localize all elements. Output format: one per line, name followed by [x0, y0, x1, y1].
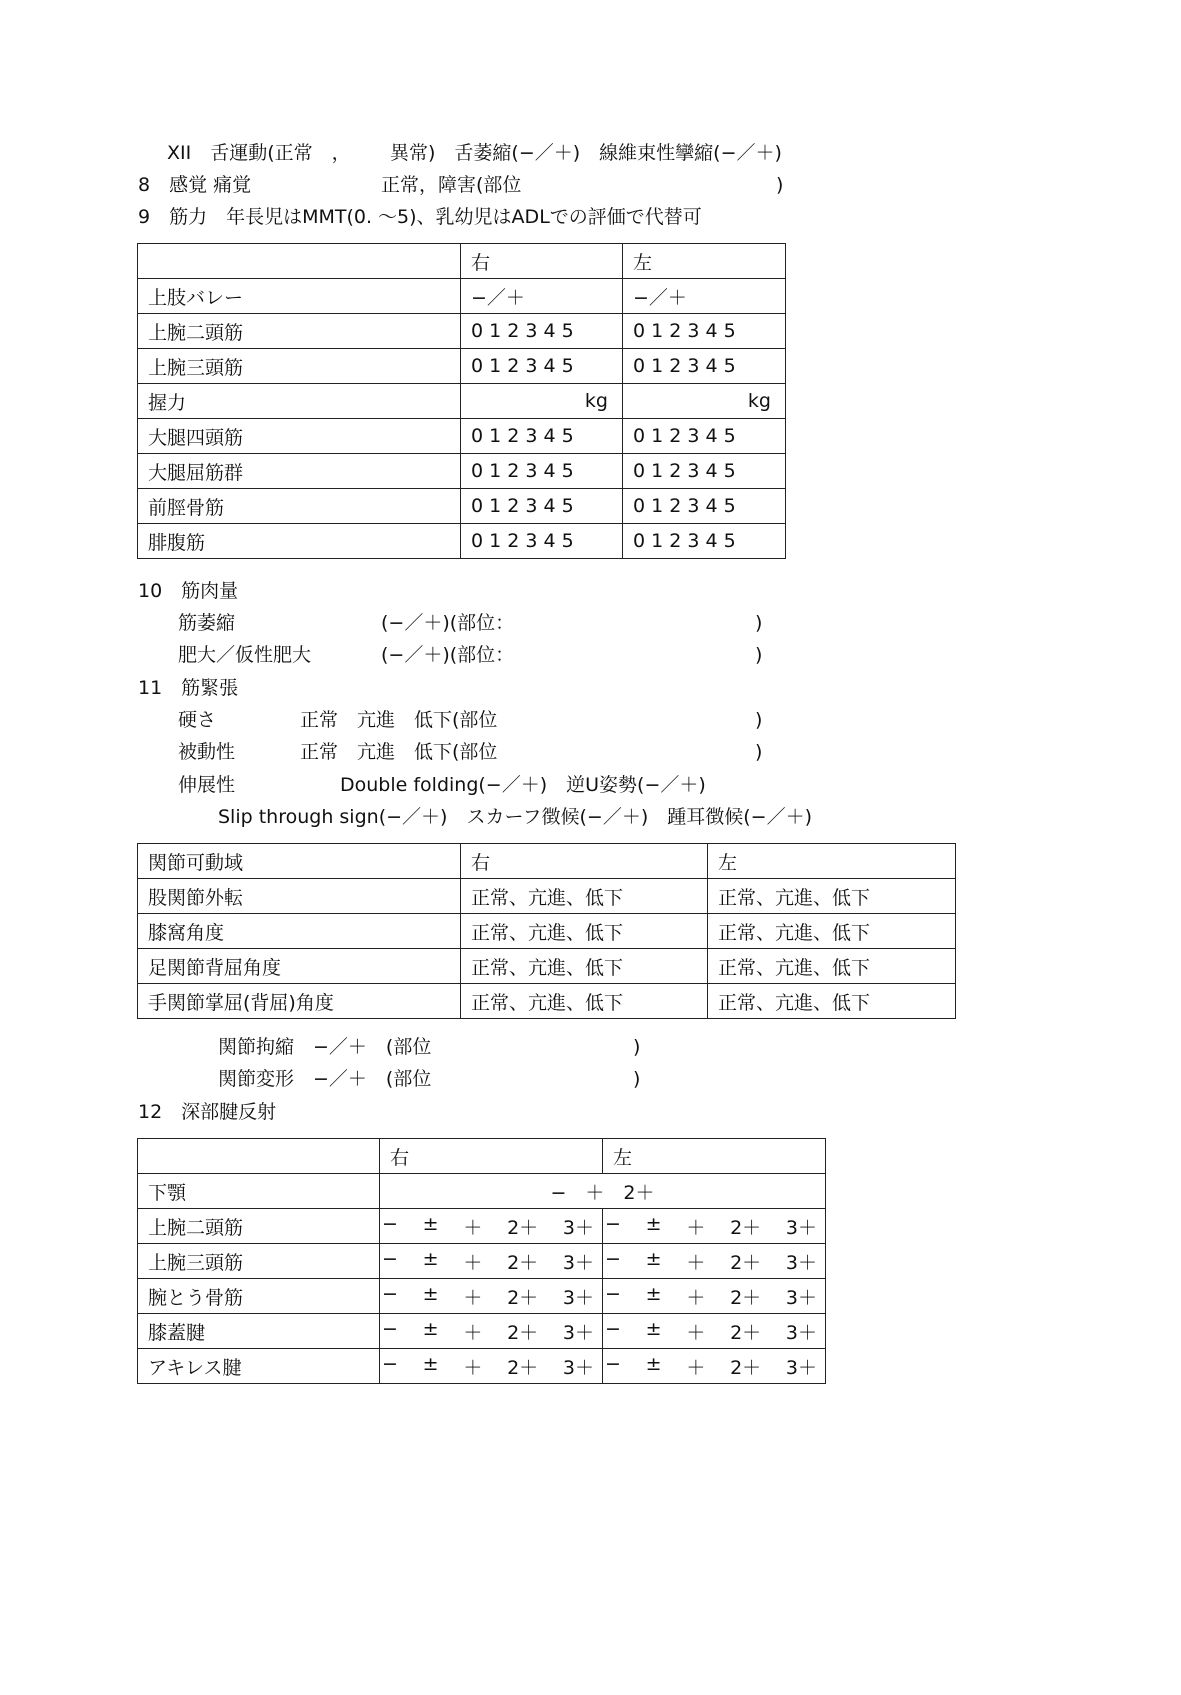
reflex-grades-cell	[380, 1314, 603, 1349]
line-strength-text: 9 筋力 年長児はMMT(0. 〜5)、乳幼児はADLでの評価で代替可	[138, 206, 702, 228]
reflex-grades	[603, 1318, 825, 1345]
reflex-grades-cell	[380, 1349, 603, 1384]
table-row	[138, 454, 786, 489]
deep-tendon-reflex-table	[137, 1138, 826, 1384]
reflex-grade: ＋	[463, 1216, 483, 1239]
reflex-grade: ＋	[463, 1251, 483, 1274]
line-muscle-mass-text: 10 筋肉量	[138, 580, 239, 602]
reflex-grade: ±	[422, 1212, 439, 1235]
reflex-grade: ±	[422, 1317, 439, 1340]
grade-cell: 0 1 2 3 4 5	[461, 349, 623, 384]
muscle-name: 腓腹筋	[138, 524, 461, 559]
header-cell: 左	[708, 844, 956, 879]
rom-cell: 正常、亢進、低下	[461, 914, 708, 949]
reflex-grade: 2＋	[730, 1251, 762, 1274]
table-row	[138, 1279, 826, 1314]
header-cell: 右	[461, 244, 623, 279]
jaw-reflex-cell: − ＋ 2＋	[380, 1174, 826, 1209]
reflex-grade: 2＋	[730, 1356, 762, 1379]
reflex-grade: ±	[645, 1317, 662, 1340]
reflex-grade: 3＋	[562, 1286, 594, 1309]
grade-cell: 0 1 2 3 4 5	[623, 314, 786, 349]
header-cell	[138, 1139, 380, 1174]
line-deformity-text: )	[633, 1068, 641, 1090]
reflex-name: 上腕三頭筋	[138, 1244, 380, 1279]
reflex-grade: −	[605, 1317, 621, 1340]
reflex-grade: 3＋	[562, 1216, 594, 1239]
line-signs-text: Slip through sign(−／＋) スカーフ徴候(−／＋) 踵耳徴候(−／＋)	[218, 806, 812, 828]
reflex-grade: ＋	[686, 1356, 706, 1379]
line-dtr-text: 12 深部腱反射	[138, 1101, 277, 1123]
reflex-grades-cell	[603, 1314, 826, 1349]
reflex-grade: ±	[645, 1352, 662, 1375]
reflex-grades	[603, 1283, 825, 1310]
line-extensibility-text: Double folding(−／＋) 逆U姿勢(−／＋)	[340, 774, 706, 796]
line-cn12-text: 異常) 舌萎縮(−／＋) 線維束性攣縮(−／＋)	[390, 142, 782, 164]
line-sensory-text: )	[776, 174, 784, 196]
header-cell: 関節可動域	[138, 844, 461, 879]
muscle-name: 上腕三頭筋	[138, 349, 461, 384]
rom-cell: 正常、亢進、低下	[708, 949, 956, 984]
grade-cell: 0 1 2 3 4 5	[461, 419, 623, 454]
reflex-grade: −	[382, 1212, 398, 1235]
rom-cell: 正常、亢進、低下	[708, 914, 956, 949]
table-row	[138, 1244, 826, 1279]
reflex-grade: −	[605, 1352, 621, 1375]
table-row	[138, 314, 786, 349]
reflex-grades	[603, 1213, 825, 1240]
reflex-grade: 2＋	[507, 1286, 539, 1309]
reflex-grade: ±	[422, 1247, 439, 1270]
reflex-grade: ＋	[686, 1216, 706, 1239]
header-cell: 左	[603, 1139, 826, 1174]
joint-name: 手関節掌屈(背屈)角度	[138, 984, 461, 1019]
header-cell	[138, 244, 461, 279]
line-deformity-text: 関節変形 −／＋ (部位	[218, 1068, 432, 1090]
line-sensory-text: 8 感覚 痛覚	[138, 174, 252, 196]
grade-cell: 0 1 2 3 4 5	[461, 524, 623, 559]
reflex-grade: −	[382, 1282, 398, 1305]
grade-cell: −／＋	[623, 279, 786, 314]
table-row	[138, 524, 786, 559]
reflex-grade: 2＋	[730, 1216, 762, 1239]
reflex-grade: 3＋	[785, 1286, 817, 1309]
reflex-grade: −	[382, 1317, 398, 1340]
table-row	[138, 489, 786, 524]
header-cell: 右	[380, 1139, 603, 1174]
reflex-grades	[380, 1248, 602, 1275]
header-cell: 右	[461, 844, 708, 879]
table-row	[138, 1314, 826, 1349]
reflex-grades-cell	[603, 1279, 826, 1314]
table-row	[138, 984, 956, 1019]
grade-cell: 0 1 2 3 4 5	[623, 524, 786, 559]
grade-cell: −／＋	[461, 279, 623, 314]
reflex-grade: ±	[645, 1247, 662, 1270]
line-contracture-text: )	[633, 1036, 641, 1058]
reflex-name: 腕とう骨筋	[138, 1279, 380, 1314]
table-row	[138, 879, 956, 914]
line-atrophy-text: (−／＋)(部位：	[381, 612, 515, 634]
reflex-grade: 2＋	[730, 1286, 762, 1309]
reflex-grade: ±	[645, 1282, 662, 1305]
reflex-grades-cell	[380, 1279, 603, 1314]
grade-cell: kg	[623, 384, 786, 419]
line-hypertrophy-text: (−／＋)(部位：	[381, 644, 515, 666]
line-atrophy-text: )	[755, 612, 763, 634]
reflex-grade: 2＋	[507, 1321, 539, 1344]
table-header-row	[138, 244, 786, 279]
reflex-grade: ＋	[686, 1251, 706, 1274]
reflex-grades-cell	[380, 1209, 603, 1244]
muscle-strength-table	[137, 243, 786, 559]
reflex-name: 膝蓋腱	[138, 1314, 380, 1349]
muscle-name: 上肢バレー	[138, 279, 461, 314]
joint-name: 足関節背屈角度	[138, 949, 461, 984]
table-row	[138, 349, 786, 384]
line-passivity-text: 被動性	[178, 741, 236, 763]
reflex-grades-cell	[603, 1209, 826, 1244]
reflex-grade: ±	[422, 1282, 439, 1305]
reflex-grade: 3＋	[785, 1356, 817, 1379]
reflex-grade: −	[605, 1282, 621, 1305]
table-row	[138, 419, 786, 454]
reflex-grade: 3＋	[562, 1356, 594, 1379]
line-hardness-text: 硬さ	[178, 709, 217, 731]
reflex-grade: −	[605, 1212, 621, 1235]
table-row	[138, 1209, 826, 1244]
muscle-name: 大腿屈筋群	[138, 454, 461, 489]
reflex-grade: ＋	[463, 1356, 483, 1379]
reflex-grade: ＋	[463, 1286, 483, 1309]
reflex-grades	[603, 1248, 825, 1275]
muscle-name: 前脛骨筋	[138, 489, 461, 524]
grade-cell: 0 1 2 3 4 5	[461, 489, 623, 524]
table-header-row	[138, 1139, 826, 1174]
table-row	[138, 1349, 826, 1384]
reflex-grade: 3＋	[785, 1216, 817, 1239]
reflex-grade: −	[382, 1247, 398, 1270]
reflex-grade: 2＋	[507, 1251, 539, 1274]
reflex-grades-cell	[603, 1244, 826, 1279]
grade-cell: 0 1 2 3 4 5	[461, 454, 623, 489]
reflex-name: アキレス腱	[138, 1349, 380, 1384]
line-passivity-text: )	[755, 741, 763, 763]
table-header-row	[138, 844, 956, 879]
header-cell: 左	[623, 244, 786, 279]
reflex-name: 下顎	[138, 1174, 380, 1209]
grade-cell: 0 1 2 3 4 5	[623, 419, 786, 454]
reflex-grade: −	[605, 1247, 621, 1270]
table-row	[138, 914, 956, 949]
line-tone-text: 11 筋緊張	[138, 677, 239, 699]
line-cn12-text: XII 舌運動(正常 ，	[167, 142, 351, 164]
reflex-grade: 3＋	[562, 1251, 594, 1274]
line-hypertrophy-text: )	[755, 644, 763, 666]
table-row	[138, 1174, 826, 1209]
reflex-grades-cell	[603, 1349, 826, 1384]
reflex-grades	[380, 1283, 602, 1310]
reflex-name: 上腕二頭筋	[138, 1209, 380, 1244]
grade-cell: 0 1 2 3 4 5	[623, 349, 786, 384]
reflex-grade: 3＋	[785, 1321, 817, 1344]
table-row	[138, 949, 956, 984]
line-sensory-text: 正常，障害(部位	[381, 174, 522, 196]
rom-cell: 正常、亢進、低下	[461, 879, 708, 914]
grade-cell: 0 1 2 3 4 5	[623, 489, 786, 524]
reflex-grade: 2＋	[507, 1216, 539, 1239]
muscle-name: 大腿四頭筋	[138, 419, 461, 454]
table-row	[138, 384, 786, 419]
muscle-name: 握力	[138, 384, 461, 419]
reflex-grade: −	[382, 1352, 398, 1375]
line-hardness-text: 正常 亢進 低下(部位	[300, 709, 498, 731]
range-of-motion-table	[137, 843, 956, 1019]
reflex-grades-cell	[380, 1244, 603, 1279]
rom-cell: 正常、亢進、低下	[708, 879, 956, 914]
reflex-grade: 3＋	[785, 1251, 817, 1274]
rom-cell: 正常、亢進、低下	[708, 984, 956, 1019]
line-hypertrophy-text: 肥大／仮性肥大	[178, 644, 312, 666]
line-contracture-text: 関節拘縮 −／＋ (部位	[218, 1036, 432, 1058]
rom-cell: 正常、亢進、低下	[461, 949, 708, 984]
line-extensibility-text: 伸展性	[178, 774, 236, 796]
reflex-grade: ±	[422, 1352, 439, 1375]
rom-cell: 正常、亢進、低下	[461, 984, 708, 1019]
reflex-grades	[380, 1318, 602, 1345]
reflex-grade: ＋	[463, 1321, 483, 1344]
grade-cell: 0 1 2 3 4 5	[461, 314, 623, 349]
muscle-name: 上腕二頭筋	[138, 314, 461, 349]
table-row	[138, 279, 786, 314]
grade-cell: 0 1 2 3 4 5	[623, 454, 786, 489]
reflex-grade: ＋	[686, 1286, 706, 1309]
line-hardness-text: )	[755, 709, 763, 731]
joint-name: 膝窩角度	[138, 914, 461, 949]
line-passivity-text: 正常 亢進 低下(部位	[300, 741, 498, 763]
reflex-grades	[603, 1353, 825, 1380]
reflex-grade: 2＋	[730, 1321, 762, 1344]
line-atrophy-text: 筋萎縮	[178, 612, 236, 634]
reflex-grade: ±	[645, 1212, 662, 1235]
reflex-grade: 3＋	[562, 1321, 594, 1344]
reflex-grade: 2＋	[507, 1356, 539, 1379]
joint-name: 股関節外転	[138, 879, 461, 914]
reflex-grade: ＋	[686, 1321, 706, 1344]
reflex-grades	[380, 1353, 602, 1380]
reflex-grades	[380, 1213, 602, 1240]
grade-cell: kg	[461, 384, 623, 419]
